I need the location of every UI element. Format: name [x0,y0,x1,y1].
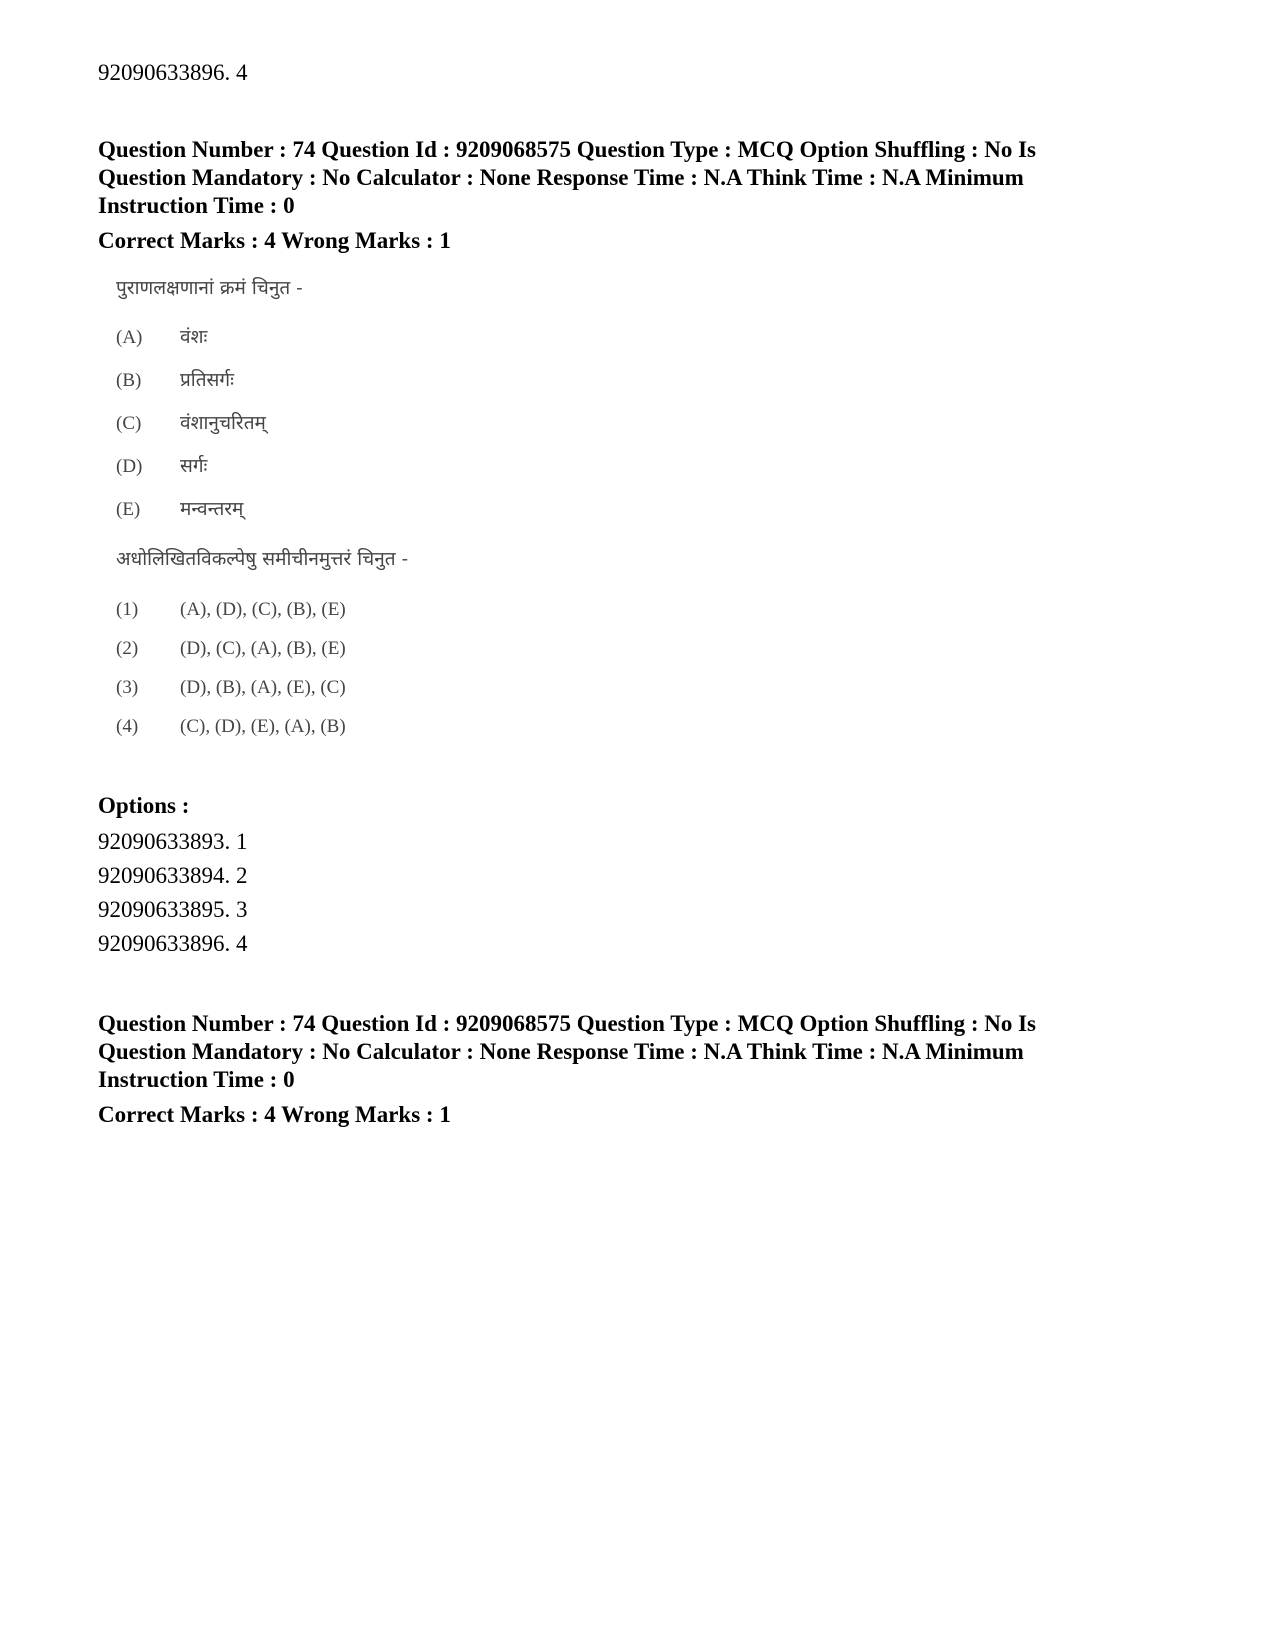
item-label: (A) [116,327,143,348]
item-text: वंशः [180,326,208,348]
options-heading: Options : [98,793,190,818]
item-text: प्रतिसर्गः [180,369,234,391]
choice-label: (1) [116,599,139,620]
item-label: (D) [116,456,143,477]
list-item [116,409,266,435]
list-item [116,495,243,521]
choice-text: (C), (D), (E), (A), (B) [180,716,346,737]
list-item [116,452,207,478]
option-line: 92090633893. 1 [98,829,248,854]
choice-row [116,715,346,738]
item-label: (B) [116,370,142,391]
option-line: 92090633895. 3 [98,897,248,922]
question-marks: Correct Marks : 4 Wrong Marks : 1 [98,228,451,253]
choice-row [116,637,346,660]
choice-label: (4) [116,716,139,737]
item-text: सर्गः [180,455,208,477]
list-item [116,366,234,392]
choice-text: (A), (D), (C), (B), (E) [180,599,346,620]
question-marks: Correct Marks : 4 Wrong Marks : 1 [98,1102,451,1127]
previous-option-line: 92090633896. 4 [98,60,248,85]
question-header: Question Number : 74 Question Id : 9209068575 Question Type : MCQ Option Shuffling : No Is Question Mandatory : No Calculator : None Response Time : N.A Think Time : N.A Minimum Instruction Time : 0 [98,1011,1037,1092]
choice-label: (2) [116,638,139,659]
question-header: Question Number : 74 Question Id : 9209068575 Question Type : MCQ Option Shuffling : No Is Question Mandatory : No Calculator : None Response Time : N.A Think Time : N.A Minimum Instruction Time : 0 [98,137,1037,218]
option-line: 92090633894. 2 [98,863,248,888]
item-text: वंशानुचरितम् [180,412,266,434]
option-line: 92090633896. 4 [98,931,248,956]
item-label: (E) [116,499,141,520]
choice-label: (3) [116,677,139,698]
question-prompt: पुराणलक्षणानां क्रमं चिनुत - [116,277,303,299]
choice-row [116,598,346,621]
choice-row [116,676,346,699]
item-label: (C) [116,413,142,434]
question-image [108,277,409,782]
list-item [116,323,207,349]
choice-text: (D), (B), (A), (E), (C) [180,677,346,698]
choice-text: (D), (C), (A), (B), (E) [180,638,346,659]
question-instruction: अधोलिखितविकल्पेषु समीचीनमुत्तरं चिनुत - [116,548,409,570]
item-text: मन्वन्तरम् [180,498,244,520]
